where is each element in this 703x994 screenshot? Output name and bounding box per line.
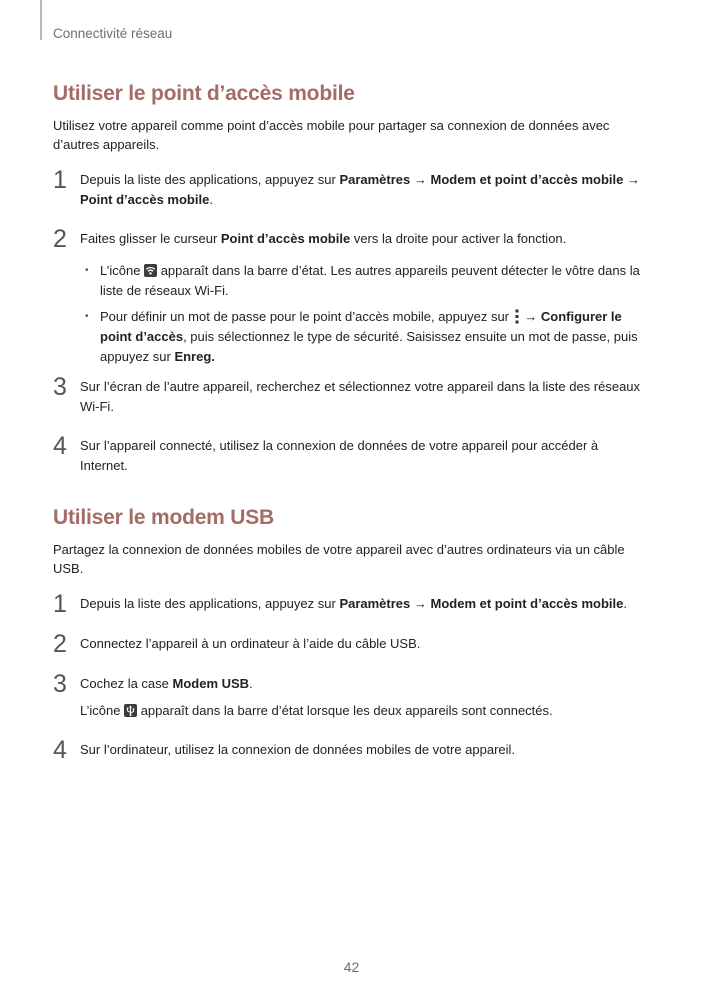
step-text: Sur l’appareil connecté, utilisez la connexion de données de votre appareil pour accéder à Internet. [80,438,599,473]
text-run: Depuis la liste des applications, appuyez sur [80,172,340,187]
text-run: , puis sélectionnez le type de sécurité. Saisissez ensuite un mot de passe, puis appuyez sur [100,329,638,364]
text-run: Pour définir un mot de passe pour le point d’accès mobile, appuyez sur [100,309,513,324]
arrow: → [410,596,431,611]
step-text: Sur l’ordinateur, utilisez la connexion de données mobiles de votre appareil. [80,742,516,757]
section-title-usb-tethering: Utiliser le modem USB [53,506,275,529]
step-text [80,170,648,210]
step-1 [53,166,648,210]
step-2 [53,630,648,658]
step-number: 3 [53,670,67,698]
step-text [80,674,648,694]
step-number: 3 [53,373,67,401]
step-3 [53,373,648,417]
page-number: 42 [343,959,360,975]
arrow: → [623,172,640,187]
text-run: . [209,192,213,207]
text-run: vers la droite pour activer la fonction. [350,231,567,246]
checkbox-label-usb-modem: Modem USB [172,676,250,691]
step-text: Connectez l’appareil à un ordinateur à l’aide du câble USB. [80,636,421,651]
section-intro: Partagez la connexion de données mobiles de votre appareil avec d’autres ordinateurs via un câble USB. [53,542,625,576]
text-run: apparaît dans la barre d’état lorsque les deux appareils sont connectés. [137,703,553,718]
step-4 [53,736,648,764]
step-number: 4 [53,432,67,460]
page-content [53,82,648,764]
menu-path-settings: Paramètres [339,172,411,187]
running-title: Connectivité réseau [53,26,173,41]
more-options-icon [515,309,519,324]
text-run: Faites glisser le curseur [80,231,221,246]
menu-path-settings: Paramètres [339,596,411,611]
bullet-list [80,261,648,367]
arrow: → [410,172,431,187]
step-2 [53,225,648,367]
setting-name: Point d’accès mobile [220,231,351,246]
step-number: 2 [53,225,67,253]
section-title-mobile-hotspot: Utiliser le point d’accès mobile [53,82,355,105]
step-1 [53,590,648,618]
step-number: 1 [53,590,67,618]
step-text [80,594,648,614]
list-item [80,307,648,367]
step-text [80,229,648,249]
step-text: Sur l’écran de l’autre appareil, recherchez et sélectionnez votre appareil dans la liste des réseaux Wi-Fi. [80,379,641,414]
step-note [80,701,648,721]
header-rule [40,0,42,40]
step-number: 2 [53,630,67,658]
menu-option-configure: Configurer le point d’accès [100,309,622,344]
menu-path-tethering: Modem et point d’accès mobile [430,596,624,611]
text-run: apparaît dans la barre d’état. Les autres appareils peuvent détecter le vôtre dans la liste de réseaux Wi-Fi. [100,263,640,298]
wifi-hotspot-icon [144,264,157,277]
menu-path-hotspot: Point d’accès mobile [80,192,210,207]
text-run: L’icône [80,703,125,718]
usb-tethering-icon [124,704,137,717]
text-run: Cochez la case [80,676,173,691]
text-run: . [623,596,627,611]
text-run: . [249,676,253,691]
save-label: Enreg. [174,349,215,364]
text-run: Depuis la liste des applications, appuyez sur [80,596,340,611]
list-item [80,261,648,301]
step-number: 1 [53,166,67,194]
step-number: 4 [53,736,67,764]
menu-path-tethering: Modem et point d’accès mobile [430,172,624,187]
text-run: L’icône [100,263,145,278]
section-intro: Utilisez votre appareil comme point d’accès mobile pour partager sa connexion de données avec d’autres appareils. [53,118,610,152]
step-3 [53,670,648,721]
step-4 [53,432,648,476]
arrow: → [520,309,541,324]
